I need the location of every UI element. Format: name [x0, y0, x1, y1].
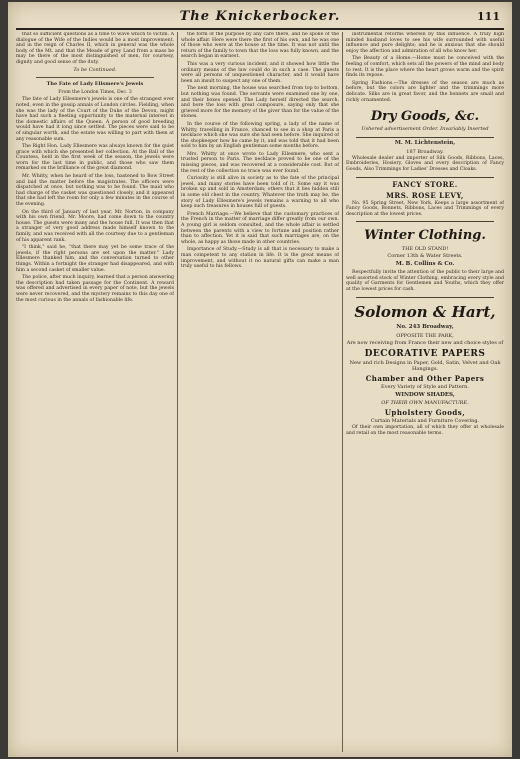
dry-goods-subheading: Ushered advertisement Order. Invariably Inserted	[361, 126, 489, 133]
column-3	[346, 32, 504, 752]
solomon-address-note: OPPOSITE THE PARK,	[396, 332, 454, 339]
article-paragraph: "I think," said he, "that there may yet be some trace of the jewels, if the right persons are set upon the matter." Lady Ellesmere thanked him, and the conversation turned to other things. Within a fortnight the stranger had disappeared, and with him a second casket of smaller value.	[16, 245, 174, 273]
article-paragraph: Importance of Study.—Study is all that is necessary to make a man competent to any station in life. It is the great means of improvement, and without it no natural gifts can make a man truly useful to his fellows.	[181, 247, 339, 270]
article-paragraph: This was a very curious incident, and it showed how little the ordinary means of the law could do in such a case. The guests were all persons of unquestioned character, and it would have been an insult to suspect any one of them.	[181, 61, 339, 84]
newspaper-page	[8, 2, 512, 757]
winter-address: Corner 13th & Water Streets.	[387, 253, 463, 260]
ad-divider	[356, 221, 494, 222]
article-paragraph: On the third of January of last year, Mr. Norton, in company with his own friend, Mr. Moore, had come down to the country house. The guests were many and the house full. It was then that a stranger of very good address made himself known to the family, and was received with all the courtesy due to a gentleman of his apparent rank.	[16, 209, 174, 243]
manufacture-note: OF THEIR OWN MANUFACTURE.	[381, 399, 469, 406]
article-paragraph: Curiosity is still alive in society as to the fate of the principal jewel, and many stories have been told of it. Some say it was broken up and sold in Amsterdam; others that it lies hidden still in some old chest in the country. Whatever the truth may be, the story of Lady Ellesmere's jewels remains a warning to all who keep such treasures in houses full of guests.	[181, 176, 339, 210]
dry-goods-heading: Dry Goods, &c.	[370, 109, 480, 125]
chamber-papers-heading: Chamber and Other Papers	[365, 373, 485, 383]
winter-name: M. B. Collins & Co.	[395, 261, 455, 268]
fancy-store-name: MRS. ROSE LEVY,	[386, 190, 464, 200]
solomon-address: No. 243 Broadway,	[396, 323, 454, 330]
ad-text: Curtain Materials and Furniture Covering.	[370, 418, 480, 425]
ad-text: New and rich Designs in Paper, Gold, Satin, Velvet and Oak Hangings.	[349, 359, 501, 372]
article-paragraph: instrumental reforms wherein by this influence. A truly high minded husband loves to see his wife surrounded with useful influence and pure delights; and he is anxious that she should enjoy the affection and admiration of all who know her.	[346, 32, 504, 54]
article-paragraph: Mrs. Whitty at once wrote to Lady Ellesmere, who sent a trusted person to Paris. The necklace proved to be one of the missing pieces, and was recovered at a considerable cost. But of the rest of the collection no trace was ever found.	[181, 151, 339, 174]
continued-note: To be Continued.	[73, 66, 117, 73]
story-title: The Fate of Lady Ellsmere's Jewels	[46, 81, 144, 88]
column-2	[181, 32, 339, 752]
ad-text: Of their own importation, all of which they offer at wholesale and retail on the most reasonable terms.	[346, 425, 504, 436]
ad-divider	[356, 177, 494, 178]
article-paragraph: In the course of the following spring, a lady of the name of Whitty, travelling in France, chanced to see in a shop at Paris a necklace which she was sure she had seen before. She inquired of the shopkeeper how he came by it, and was told that it had been sold to him by an English gentleman some months before.	[181, 121, 339, 150]
winter-subheading: THE OLD STAND!	[401, 246, 449, 253]
solomon-hart-heading: Solomon & Hart,	[354, 302, 496, 321]
article-paragraph: The Beauty of a Home.—Home must be conceived with the feeling of comfort, which sets all the powers of the mind and body to rest. It is the place where the heart grows warm and the spirit finds its repose.	[346, 56, 504, 79]
winter-clothing-heading: Winter Clothing.	[364, 228, 486, 244]
column-rule	[177, 32, 178, 752]
masthead-title: The Knickerbocker.	[179, 9, 341, 24]
decorative-papers-heading: DECORATIVE PAPERS	[364, 348, 486, 359]
article-paragraph: the form of the purpose by any care there, and he spoke of the whole affair. Here were there the first of his own, and he was one of those who were at the house at the time. It was not until the return of the family to town that the loss was fully known, and the search began in earnest.	[181, 32, 339, 60]
page-number: 111	[477, 10, 500, 23]
upholstery-heading: Upholstery Goods,	[384, 408, 466, 418]
ad-divider	[356, 137, 494, 138]
fancy-store-heading: FANCY STORE.	[392, 179, 458, 189]
divider	[36, 77, 154, 78]
window-shades-heading: WINDOW SHADES,	[395, 391, 455, 398]
column-rule	[342, 32, 343, 752]
article-paragraph: The next morning, the house was searched from top to bottom, but nothing was found. The servants were examined one by one, and their boxes opened. The Lady herself directed the search, and bore the loss with great composure, saying only that she grieved more for the memory of the giver than for the value of the stones.	[181, 86, 339, 120]
column-1	[16, 32, 174, 752]
masthead	[16, 8, 504, 30]
article-paragraph: The Right Hon. Lady Ellesmere was always known for the quiet grace with which she presented her collection. At the Ball of the Countess, held in the first week of the season, the jewels were worn for the last time in public, and those who saw them remarked on the brilliance of the great diamond.	[16, 144, 174, 172]
ad-address: 187 Broadway.	[406, 148, 444, 155]
article-paragraph: Mr. Whitty, when he heard of the loss, hastened to Bow Street and laid the matter before the magistrates. The officers were dispatched at once, but nothing was to be found. The maid who had charge of the casket was questioned closely, and it appeared that she had left the room for only a few minutes in the course of the evening.	[16, 174, 174, 208]
ad-text: Every Variety of Style and Pattern.	[381, 383, 469, 390]
article-paragraph: The fate of Lady Ellesmere's jewels is one of the strangest ever noted, even in the gossip annals of London circles. Fielding, when she was the lady of the Court of the Duke of the Devon, might have had such a fleeting opportunity to the maternal interest in the domestic affairs of the Queen. A person of good breeding would have had it long since settled. The pieces were said to be of singular worth, and the estate was willing to part with them at any reasonable sum.	[16, 97, 174, 142]
article-paragraph: Spring Fashions.—The dresses of the season are much as before, but the colors are lighter and the trimmings more delicate. Silks are in great favor, and the bonnets are small and richly ornamented.	[346, 80, 504, 103]
article-paragraph: The police, after much inquiry, learned that a person answering the description had taken passage for the Continent. A reward was offered and advertised in every paper of note, but the jewels were never recovered, and the mystery remains to this day one of the most curious in the annals of fashionable life.	[16, 275, 174, 303]
story-source: From the London Times, Dec. 3	[58, 89, 132, 95]
article-text: that so sufficient questions as a time to wave which to victim. A dialogue of the Wife of the Indies would be a most improvement, and in the reign of Charles II, which in general was the whole body of the Mt. and that the Meade of grey Land from a mass be may be there of the most distinguished of men, for courtesy, dignity and good sense of the duty.	[16, 32, 174, 65]
ad-text: Are now receiving from France their new and choice styles of	[346, 339, 504, 346]
ad-text: No. 95 Spring Street, New York, Keeps a large assortment of Fancy Goods, Bonnets, Ribbons, Laces and Trimmings of every description at the lowest prices.	[346, 200, 504, 217]
ad-name: M. M. Lichtenstein,	[394, 139, 456, 146]
article-paragraph: French Marriage.—We believe that the customary practices of the French in the matter of marriage differ greatly from our own. A young girl is seldom consulted, and the whole affair is settled between the parents with a view to fortune and position rather than to affection. Yet it is said that such marriages are, on the whole, as happy as those made in other countries.	[181, 211, 339, 245]
ad-text: Respectfully invite the attention of the public to their large and well assorted stock of Winter Clothing, embracing every style and quality of Garments for Gentlemen and Youths, which they offer at the lowest prices for cash.	[346, 270, 504, 293]
ad-text: Wholesale dealer and importer of Silk Goods, Ribbons, Laces, Embroideries, Hosiery, Gloves and every description of Fancy Goods, Also Trimmings for Ladies' Dresses and Cloaks.	[346, 155, 504, 172]
ad-divider	[356, 297, 494, 298]
